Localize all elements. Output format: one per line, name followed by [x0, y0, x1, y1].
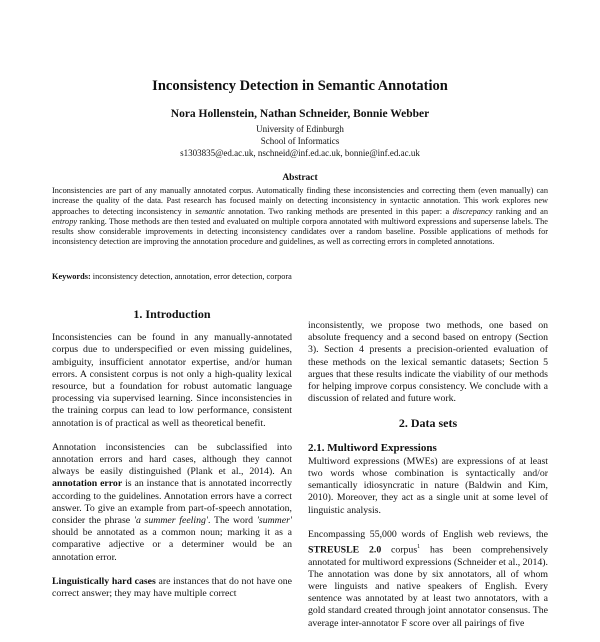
abstract-text: Inconsistencies are part of any manually annotated corpus. Automatically finding these inconsistencies and correcting them (even manually) can increase the quality of the data. Past research has focused mainly on detecting inconsistency in syntactic annotation. This work explores new approaches to detecting inconsistency in semantic annotation. Two ranking methods are presented in this paper: a discrepancy ranking and an entropy ranking. Those methods are then tested and evaluated on multiple corpora annotated with multiword expressions and supersense labels. The results show considerable improvements in detecting inconsistency candidates over a random baseline. Possible applications of methods for inconsistency detection are improving the annotation procedure and guidelines, as well as correcting errors in completed annotations. [52, 186, 548, 247]
keywords-label: Keywords: [52, 272, 91, 281]
abstract-heading: Abstract [282, 173, 318, 183]
paper-authors: Nora Hollenstein, Nathan Schneider, Bonnie Webber [170, 108, 430, 120]
paper-title: Inconsistency Detection in Semantic Annotation [152, 78, 448, 94]
keywords-text: inconsistency detection, annotation, error detection, corpora [90, 272, 292, 281]
affiliation-school: School of Informatics [260, 136, 340, 146]
right-column [308, 320, 548, 642]
keywords [52, 272, 548, 281]
affiliation-university: University of Edinburgh [256, 124, 344, 134]
footnote-marker: 1 [417, 544, 421, 551]
data-paragraph-1: Multiword expressions (MWEs) are expressions of at least two words whose combination is syntactically and/or semantically idiosyncratic in nature (Baldwin and Kim, 2010). Moreover, they act as a single unit at some level of linguistic analysis. [308, 455, 548, 516]
section-heading-data-sets: 2. Data sets [398, 416, 458, 431]
data-paragraph-2: Encompassing 55,000 words of English web reviews, the STREUSLE 2.0 corpus$^1$ has been comprehensively annotated for multiword expressions (Schneider et al., 2014). The annotation was done by six annotators, all of whom were linguists and native speakers of English. Every sentence was annotated by at least two annotators, with a gold standard created through joint annotator consensus. The average inter-annotator F score over all pairings of five [308, 528, 549, 629]
section-heading-introduction: 1. Introduction [133, 307, 211, 321]
intro-paragraph-3: Linguistically hard cases are instances that do not have one correct answer; they may have multiple correct [52, 575, 292, 600]
intro-paragraph-continued: inconsistently, we propose two methods, one based on absolute frequency and a second based on entropy (Section 3). Section 4 presents a precision-oriented evaluation of these methods on the lexical semantic datasets; Section 5 argues that these results indicate the viability of our methods for helping improve corpus consistency. We conclude with a discussion of related and future work. [308, 320, 548, 405]
subsection-heading-mwe: 2.1. Multiword Expressions [308, 441, 437, 454]
intro-paragraph-1: Inconsistencies can be found in any manually-annotated corpus due to underspecified or even missing guidelines, ambiguity, insufficient annotator expertise, and/or human errors. A consistent corpus is not only a high-quality lexical resource, but a foundation for robust automatic language processing via supervised learning. Since inconsistencies in the training corpus can lead to low performance, consistent annotation is of practical as well as theoretical benefit. [52, 332, 292, 429]
left-column [52, 300, 292, 612]
author-emails: s1303835@ed.ac.uk, nschneid@inf.ed.ac.uk, bonnie@inf.ed.ac.uk [180, 148, 420, 158]
intro-paragraph-2: Annotation inconsistencies can be subclassified into annotation errors and hard cases, although they cannot always be easily distinguished (Plank et al., 2014). An annotation error is an instance that is annotated incorrectly according to the guidelines. Annotation errors have a correct answer. To give an example from part-of-speech annotation, consider the phrase 'a summer feeling'. The word 'summer' should be annotated as a common noun; marking it as a comparative adjective or a determiner would be an annotation error. [52, 441, 292, 563]
